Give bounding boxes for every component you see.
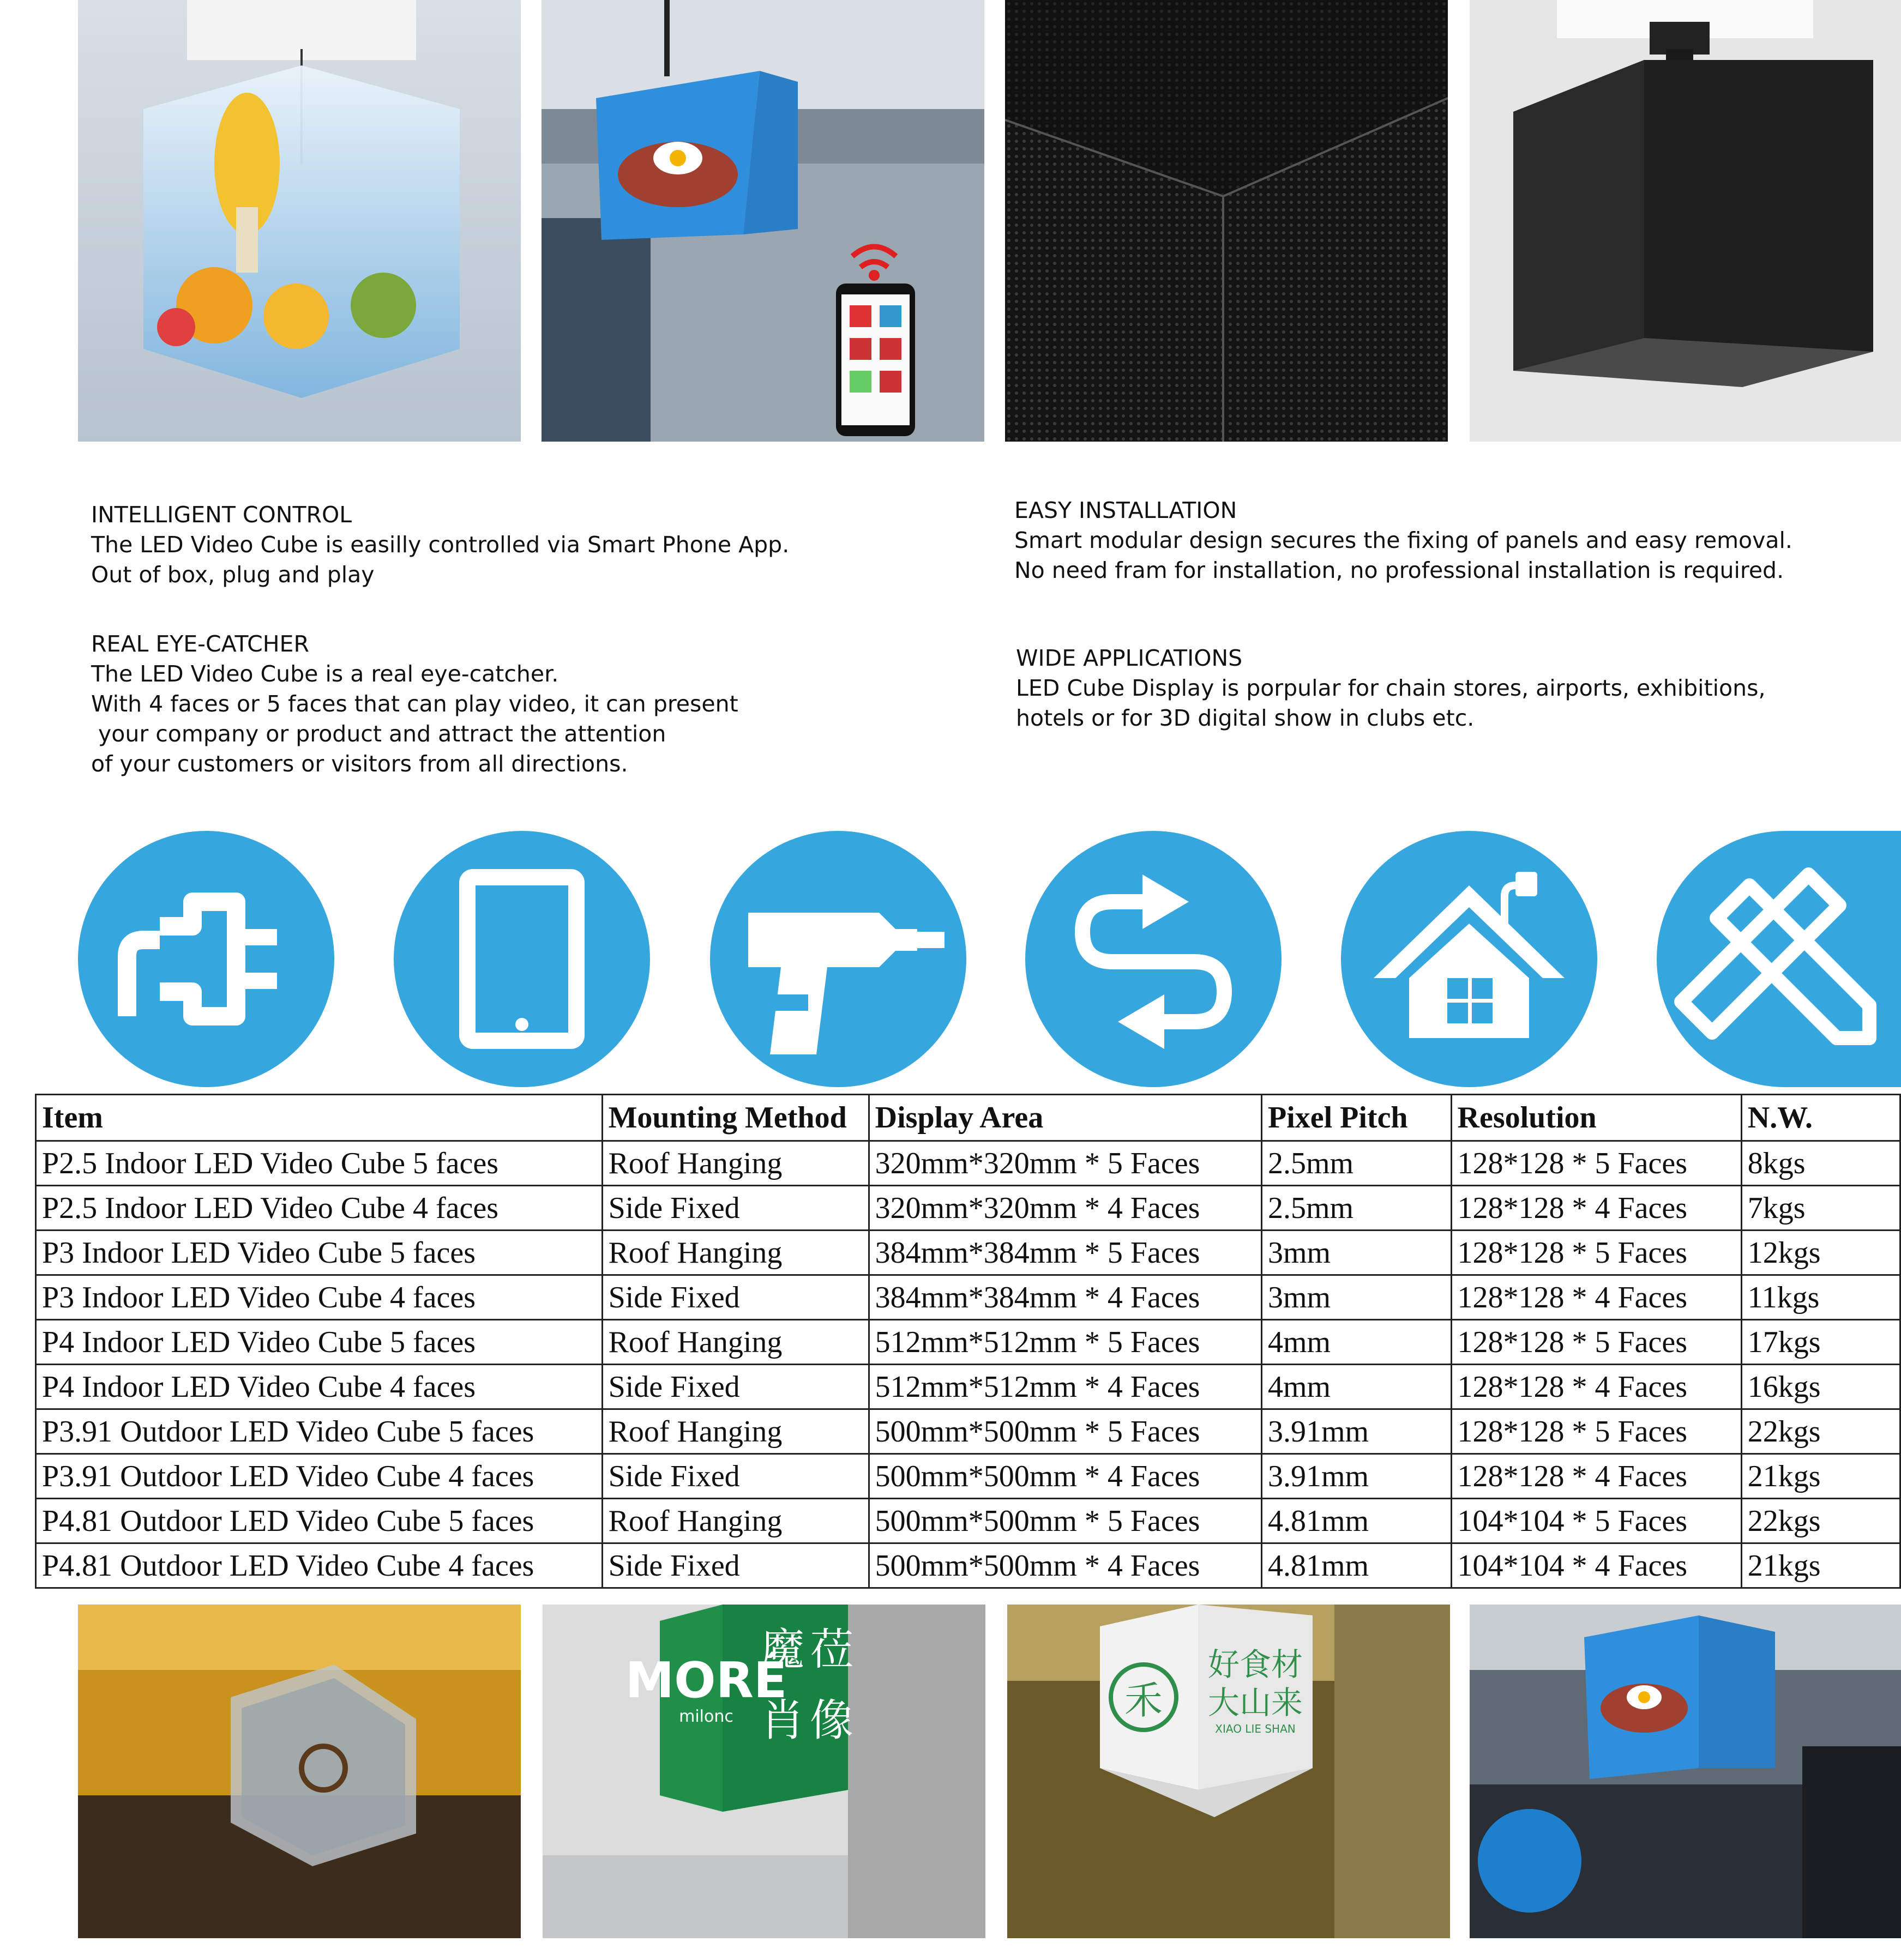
cell-pixel-pitch: 2.5mm	[1261, 1141, 1451, 1186]
cell-pixel-pitch: 4mm	[1261, 1320, 1451, 1365]
cell-resolution: 128*128 * 5 Faces	[1451, 1141, 1741, 1186]
cell-mounting: Roof Hanging	[602, 1141, 869, 1186]
feature-line: The LED Video Cube is a real eye-catcher.	[91, 661, 559, 687]
table-row	[36, 1141, 1900, 1186]
cell-mounting: Side Fixed	[602, 1186, 869, 1231]
cell-display-area: 500mm*500mm * 4 Faces	[869, 1454, 1261, 1499]
cell-resolution: 104*104 * 5 Faces	[1451, 1499, 1741, 1543]
table-row	[36, 1231, 1900, 1275]
cell-display-area: 320mm*320mm * 5 Faces	[869, 1141, 1261, 1186]
cell-item: P2.5 Indoor LED Video Cube 4 faces	[36, 1186, 603, 1231]
cell-mounting: Roof Hanging	[602, 1499, 869, 1543]
table-row	[36, 1365, 1900, 1409]
cell-display-area: 384mm*384mm * 5 Faces	[869, 1231, 1261, 1275]
table-row	[36, 1275, 1900, 1320]
feature-line: With 4 faces or 5 faces that can play video, it can present	[91, 691, 738, 717]
header-mounting-method: Mounting Method	[602, 1095, 869, 1141]
cell-display-area: 500mm*500mm * 4 Faces	[869, 1543, 1261, 1588]
swap-arrows-icon	[1025, 831, 1282, 1087]
cell-item: P3.91 Outdoor LED Video Cube 4 faces	[36, 1454, 603, 1499]
cell-pixel-pitch: 3.91mm	[1261, 1454, 1451, 1499]
cell-item: P3 Indoor LED Video Cube 4 faces	[36, 1275, 603, 1320]
cell-display-area: 512mm*512mm * 4 Faces	[869, 1365, 1261, 1409]
cell-item: P3 Indoor LED Video Cube 5 faces	[36, 1231, 603, 1275]
cell-resolution: 128*128 * 4 Faces	[1451, 1365, 1741, 1409]
sign-char: 魔	[761, 1624, 804, 1675]
feature-line: The LED Video Cube is easilly controlled via Smart Phone App.	[91, 532, 790, 558]
table-row	[36, 1499, 1900, 1543]
header-pixel-pitch: Pixel Pitch	[1261, 1095, 1451, 1141]
feature-real-eye-catcher	[91, 629, 738, 779]
spec-table	[35, 1094, 1901, 1589]
feature-line: of your customers or visitors from all directions.	[91, 751, 628, 777]
feature-line: hotels or for 3D digital show in clubs etc.	[1016, 705, 1475, 731]
food-sign-photo	[1007, 1605, 1450, 1938]
sign-food-logo: 禾	[1124, 1678, 1163, 1723]
cell-pixel-pitch: 2.5mm	[1261, 1186, 1451, 1231]
feature-title: REAL EYE-CATCHER	[91, 631, 309, 657]
pencil-ruler-icon	[1657, 831, 1901, 1087]
cell-nw: 22kgs	[1741, 1499, 1900, 1543]
sign-brand-sub: milonc	[679, 1707, 733, 1726]
cell-display-area: 320mm*320mm * 4 Faces	[869, 1186, 1261, 1231]
cell-resolution: 128*128 * 4 Faces	[1451, 1186, 1741, 1231]
table-header-row	[36, 1095, 1900, 1141]
header-nw: N.W.	[1741, 1095, 1900, 1141]
cell-nw: 16kgs	[1741, 1365, 1900, 1409]
cell-item: P4 Indoor LED Video Cube 4 faces	[36, 1365, 603, 1409]
cell-mounting: Side Fixed	[602, 1365, 869, 1409]
feature-title: WIDE APPLICATIONS	[1016, 645, 1243, 671]
tablet-icon	[394, 831, 650, 1087]
cell-mounting: Roof Hanging	[602, 1409, 869, 1454]
cube-phone-control-photo	[542, 0, 984, 442]
cube-mall-photo	[1470, 1605, 1901, 1938]
cell-item: P2.5 Indoor LED Video Cube 5 faces	[36, 1141, 603, 1186]
cell-resolution: 104*104 * 4 Faces	[1451, 1543, 1741, 1588]
feature-title: EASY INSTALLATION	[1014, 497, 1237, 523]
cell-pixel-pitch: 4.81mm	[1261, 1499, 1451, 1543]
drill-icon	[710, 831, 966, 1087]
smart-home-icon	[1341, 831, 1597, 1087]
header-display-area: Display Area	[869, 1095, 1261, 1141]
cell-resolution: 128*128 * 4 Faces	[1451, 1454, 1741, 1499]
cell-nw: 12kgs	[1741, 1231, 1900, 1275]
sign-food-line: 大山来	[1207, 1684, 1303, 1721]
feature-line: your company or product and attract the attention	[91, 721, 666, 747]
cell-nw: 8kgs	[1741, 1141, 1900, 1186]
cell-pixel-pitch: 3mm	[1261, 1275, 1451, 1320]
club-sign-photo	[78, 1605, 521, 1938]
cell-pixel-pitch: 3.91mm	[1261, 1409, 1451, 1454]
cell-resolution: 128*128 * 5 Faces	[1451, 1231, 1741, 1275]
cell-item: P4 Indoor LED Video Cube 5 faces	[36, 1320, 603, 1365]
cell-resolution: 128*128 * 5 Faces	[1451, 1409, 1741, 1454]
cell-item: P4.81 Outdoor LED Video Cube 4 faces	[36, 1543, 603, 1588]
cell-nw: 22kgs	[1741, 1409, 1900, 1454]
cell-nw: 21kgs	[1741, 1543, 1900, 1588]
sign-brand: MORÉ	[625, 1652, 787, 1709]
cell-display-area: 500mm*500mm * 5 Faces	[869, 1409, 1261, 1454]
sign-char: 莅	[810, 1624, 853, 1675]
led-pixel-closeup-photo	[1005, 0, 1448, 442]
cell-nw: 11kgs	[1741, 1275, 1900, 1320]
cell-pixel-pitch: 4mm	[1261, 1365, 1451, 1409]
table-row	[36, 1409, 1900, 1454]
cell-pixel-pitch: 4.81mm	[1261, 1543, 1451, 1588]
cell-pixel-pitch: 3mm	[1261, 1231, 1451, 1275]
cell-mounting: Roof Hanging	[602, 1231, 869, 1275]
sign-food-line: 好食材	[1207, 1646, 1303, 1683]
cell-mounting: Side Fixed	[602, 1275, 869, 1320]
cell-item: P4.81 Outdoor LED Video Cube 5 faces	[36, 1499, 603, 1543]
cube-juice-photo	[78, 0, 521, 442]
cell-mounting: Roof Hanging	[602, 1320, 869, 1365]
feature-intelligent-control	[91, 500, 789, 590]
cell-display-area: 512mm*512mm * 5 Faces	[869, 1320, 1261, 1365]
table-row	[36, 1186, 1900, 1231]
sign-char: 肖	[761, 1695, 804, 1746]
cell-nw: 7kgs	[1741, 1186, 1900, 1231]
feature-title: INTELLIGENT CONTROL	[91, 502, 352, 528]
feature-line: No need fram for installation, no professional installation is required.	[1014, 557, 1784, 583]
feature-line: LED Cube Display is porpular for chain stores, airports, exhibitions,	[1016, 675, 1766, 701]
feature-wide-applications	[1016, 643, 1766, 733]
cell-nw: 21kgs	[1741, 1454, 1900, 1499]
header-resolution: Resolution	[1451, 1095, 1741, 1141]
cell-resolution: 128*128 * 4 Faces	[1451, 1275, 1741, 1320]
cell-display-area: 500mm*500mm * 5 Faces	[869, 1499, 1261, 1543]
feature-line: Out of box, plug and play	[91, 562, 375, 588]
cell-nw: 17kgs	[1741, 1320, 1900, 1365]
cell-resolution: 128*128 * 5 Faces	[1451, 1320, 1741, 1365]
sign-food-sub: XIAO LIE SHAN	[1215, 1722, 1296, 1735]
sign-char: 像	[810, 1695, 853, 1746]
cell-display-area: 384mm*384mm * 4 Faces	[869, 1275, 1261, 1320]
cell-mounting: Side Fixed	[602, 1543, 869, 1588]
table-row	[36, 1543, 1900, 1588]
more-sign-photo	[543, 1605, 985, 1938]
cell-item: P3.91 Outdoor LED Video Cube 5 faces	[36, 1409, 603, 1454]
header-item: Item	[36, 1095, 603, 1141]
plug-icon	[78, 831, 334, 1087]
feature-easy-installation	[1014, 496, 1792, 586]
black-cube-mount-photo	[1470, 0, 1901, 442]
cell-mounting: Side Fixed	[602, 1454, 869, 1499]
feature-line: Smart modular design secures the fixing of panels and easy removal.	[1014, 527, 1792, 553]
table-row	[36, 1454, 1900, 1499]
table-row	[36, 1320, 1900, 1365]
